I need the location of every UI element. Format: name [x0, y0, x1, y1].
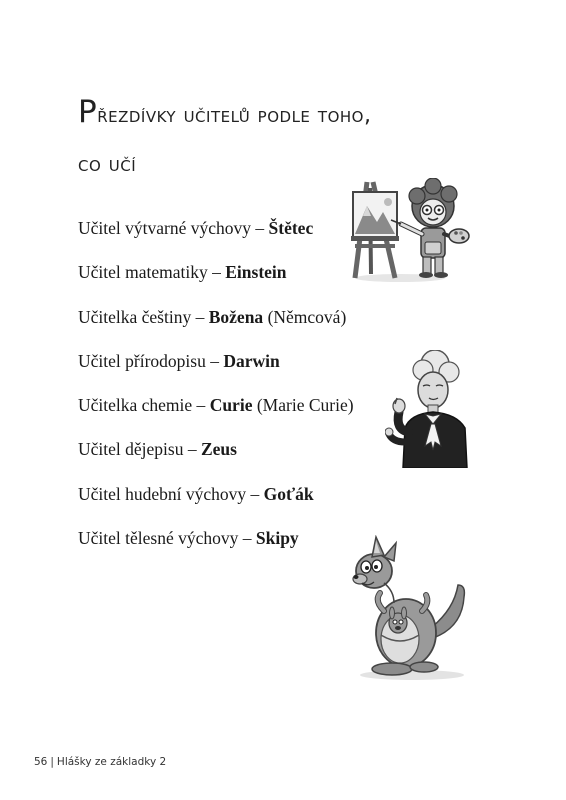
teacher-subject: Učitel dějepisu – — [78, 439, 201, 460]
kangaroo-icon — [350, 535, 475, 681]
title-capital: P — [78, 94, 98, 130]
title-line-2: co učí — [78, 152, 137, 177]
teacher-subject: Učitelka chemie – — [78, 395, 210, 416]
list-item — [78, 302, 354, 346]
nickname-note: (Němcová) — [263, 306, 347, 327]
teacher-nickname: Goťák — [263, 483, 314, 504]
nickname-note: (Marie Curie) — [252, 395, 354, 416]
teacher-subject: Učitelka češtiny – — [78, 306, 209, 327]
teacher-subject: Učitel hudební výchovy – — [78, 483, 264, 504]
footer-separator: | — [50, 756, 54, 768]
teacher-nickname: Darwin — [223, 350, 280, 371]
teacher-subject: Učitel tělesné výchovy – — [78, 528, 256, 549]
nickname-list — [78, 213, 354, 567]
teacher-subject: Učitel výtvarné výchovy – — [78, 218, 269, 238]
teacher-nickname: Einstein — [225, 262, 287, 283]
list-item — [78, 434, 354, 478]
list-item — [78, 479, 354, 523]
teacher-nickname: Zeus — [200, 439, 237, 460]
teacher-subject: Učitel přírodopisu – — [78, 350, 224, 371]
marie-curie-icon — [385, 350, 470, 468]
list-item — [78, 523, 354, 567]
page-title — [78, 88, 478, 189]
list-item — [78, 257, 354, 301]
teacher-nickname: Štětec — [268, 218, 314, 238]
title-line-1-text: řezdívky učitelů podle toho, — [97, 103, 372, 128]
book-title: Hlášky ze základky 2 — [56, 756, 167, 768]
teacher-subject: Učitel matematiky – — [78, 262, 226, 283]
painter-child-icon — [345, 178, 470, 284]
page-number: 56 — [34, 756, 48, 768]
teacher-nickname: Božena — [208, 306, 264, 327]
teacher-nickname: Curie — [209, 395, 253, 416]
title-line-1 — [78, 88, 478, 140]
list-item — [78, 213, 354, 257]
list-item — [78, 390, 354, 434]
list-item — [78, 346, 354, 390]
page-footer — [34, 756, 166, 768]
teacher-nickname: Skipy — [255, 528, 299, 549]
